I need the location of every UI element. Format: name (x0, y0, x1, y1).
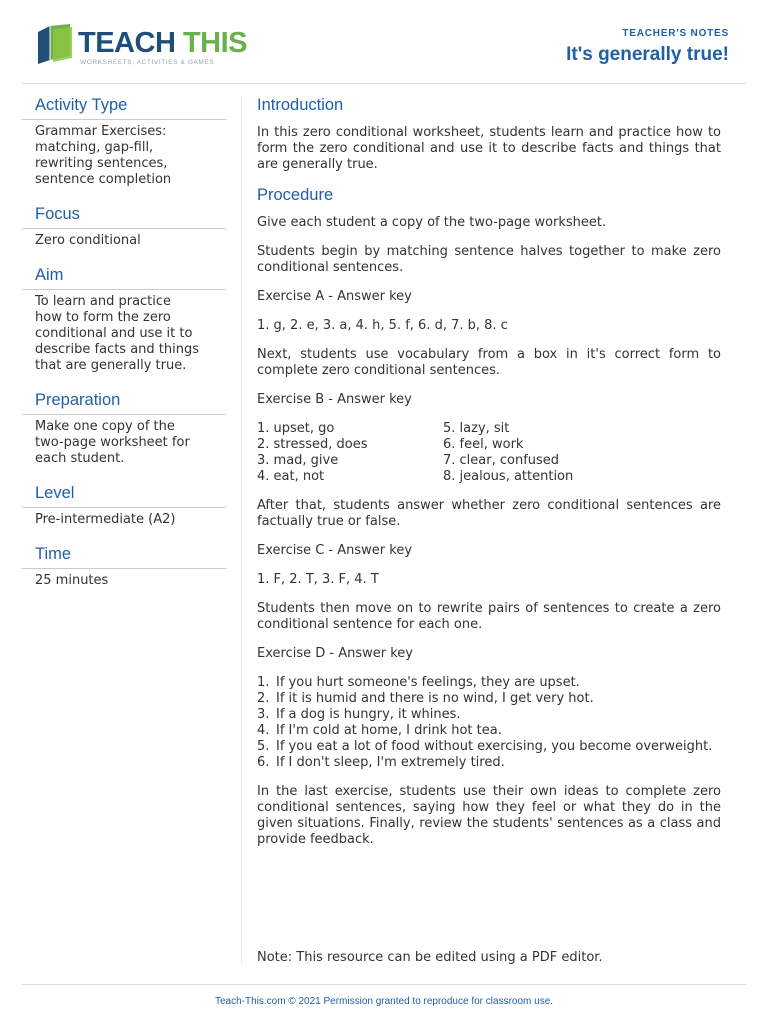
teach-this-logo (36, 22, 248, 70)
column-divider (241, 96, 242, 964)
focus-heading: Focus (22, 205, 226, 229)
logo-tagline: WORKSHEETS, ACTIVITIES & GAMES (80, 59, 215, 66)
time-section (22, 545, 226, 589)
introduction-heading: Introduction (257, 96, 344, 114)
exercise-b-heading: Exercise B - Answer key (257, 392, 412, 407)
procedure-paragraph: After that, students answer whether zero conditional sentences are factually true or false. (257, 498, 721, 529)
exercise-b-column (443, 421, 629, 485)
answer-number: 4. (257, 723, 270, 738)
logo-wordmark (78, 28, 247, 58)
time-heading: Time (22, 545, 226, 569)
aim-section (22, 266, 226, 374)
procedure-paragraph: Next, students use vocabulary from a box in it's correct form to complete zero conditional sentences. (257, 347, 721, 378)
answer-item: 1. upset, go (257, 421, 335, 436)
focus-section (22, 205, 226, 249)
teachers-notes-label: TEACHER'S NOTES (622, 28, 729, 39)
activity-type-line: sentence completion (35, 172, 172, 187)
time-text: 25 minutes (35, 573, 109, 588)
answer-text: If I don't sleep, I'm extremely tired. (276, 755, 505, 770)
activity-type-line: Grammar Exercises: (35, 124, 167, 139)
exercise-b-answers (257, 421, 721, 485)
answer-text: If it is humid and there is no wind, I get very hot. (276, 691, 594, 706)
procedure-paragraph: Give each student a copy of the two-page worksheet. (257, 215, 607, 230)
preparation-line: Make one copy of the (35, 419, 175, 434)
main-content (257, 96, 721, 861)
level-text: Pre-intermediate (A2) (35, 512, 176, 527)
exercise-a-heading: Exercise A - Answer key (257, 289, 412, 304)
answer-number: 3. (257, 707, 270, 722)
answer-number: 5. (257, 739, 270, 754)
answer-item (257, 755, 721, 771)
answer-item: 5. lazy, sit (443, 421, 510, 436)
aim-line: that are generally true. (35, 358, 187, 373)
pdf-editor-note: Note: This resource can be edited using a PDF editor. (257, 950, 603, 965)
introduction-text: In this zero conditional worksheet, students learn and practice how to form the zero conditional and use it to describe facts and things that are generally true. (257, 125, 721, 172)
preparation-heading: Preparation (22, 391, 226, 415)
activity-type-line: matching, gap-fill, (35, 140, 154, 155)
answer-item (257, 691, 721, 707)
logo-word-this: THIS (182, 27, 248, 59)
book-logo-icon (36, 22, 76, 66)
answer-item (257, 707, 721, 723)
document-title: It's generally true! (566, 44, 729, 65)
aim-line: conditional and use it to (35, 326, 193, 341)
answer-item: 7. clear, confused (443, 453, 560, 468)
level-section (22, 484, 226, 528)
exercise-b-column (257, 421, 443, 485)
exercise-a-answers: 1. g, 2. e, 3. a, 4. h, 5. f, 6. d, 7. b, 8. c (257, 318, 508, 333)
answer-item (257, 675, 721, 691)
copyright-footer: Teach-This.com © 2021 Permission granted to reproduce for classroom use. (214, 996, 554, 1007)
focus-text: Zero conditional (35, 233, 141, 248)
aim-line: how to form the zero (35, 310, 171, 325)
activity-type-heading: Activity Type (22, 96, 226, 120)
preparation-text (22, 415, 226, 467)
answer-text: If you hurt someone's feelings, they are upset. (276, 675, 580, 690)
answer-number: 1. (257, 675, 270, 690)
answer-item (257, 739, 721, 755)
aim-line: To learn and practice (35, 294, 172, 309)
footer-divider (22, 984, 746, 985)
answer-number: 2. (257, 691, 270, 706)
answer-text: If you eat a lot of food without exercising, you become overweight. (276, 739, 713, 754)
answer-item: 3. mad, give (257, 453, 339, 468)
preparation-section (22, 391, 226, 467)
procedure-heading: Procedure (257, 186, 334, 204)
answer-number: 6. (257, 755, 270, 770)
aim-heading: Aim (22, 266, 226, 290)
procedure-paragraph: Students begin by matching sentence halves together to make zero conditional sentences. (257, 244, 721, 275)
logo-word-teach: TEACH (78, 27, 176, 59)
activity-type-line: rewriting sentences, (35, 156, 168, 171)
aim-line: describe facts and things (35, 342, 200, 357)
exercise-c-answers: 1. F, 2. T, 3. F, 4. T (257, 572, 379, 587)
answer-item: 8. jealous, attention (443, 469, 574, 484)
level-heading: Level (22, 484, 226, 508)
answer-text: If a dog is hungry, it whines. (276, 707, 461, 722)
procedure-paragraph: In the last exercise, students use their own ideas to complete zero conditional sentences, saying how they feel or what they do in the given situations. Finally, review the students' sentences as a class and provide feedback. (257, 784, 721, 847)
activity-type-section (22, 96, 226, 188)
answer-text: If I'm cold at home, I drink hot tea. (276, 723, 502, 738)
aim-text (22, 290, 226, 374)
procedure-paragraph: Students then move on to rewrite pairs of sentences to create a zero conditional sentence for each one. (257, 601, 721, 632)
answer-item: 4. eat, not (257, 469, 325, 484)
exercise-c-heading: Exercise C - Answer key (257, 543, 413, 558)
header-divider (22, 83, 746, 84)
exercise-d-heading: Exercise D - Answer key (257, 646, 413, 661)
preparation-line: two-page worksheet for (35, 435, 190, 450)
answer-item: 6. feel, work (443, 437, 524, 452)
sidebar (22, 96, 226, 606)
activity-type-text (22, 120, 226, 188)
answer-item: 2. stressed, does (257, 437, 368, 452)
exercise-d-answers (257, 675, 721, 771)
answer-item (257, 723, 721, 739)
preparation-line: each student. (35, 451, 125, 466)
